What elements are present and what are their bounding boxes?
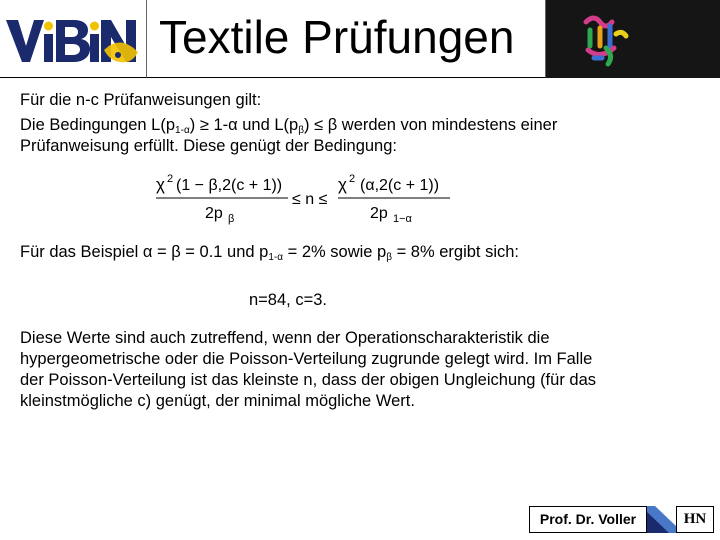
inequality-formula [150,168,460,230]
formula-left-den: 2p [205,205,223,222]
multicolor-emblem-icon [546,0,720,78]
formula-middle: ≤ n ≤ [292,191,328,208]
formula-left-chi: χ [156,175,165,194]
header-graphic-panel [546,0,720,78]
explanation-paragraph: Diese Werte sind auch zutreffend, wenn der Operationscharakteristik die hypergeometrische oder die Poisson-Verteilung zugrunde gelegt wird. Im Falle der Poisson-Verteilung ist das kleinste n, dass der obigen Ungleichung (für das kleinstmögliche c) genügt, der minimal mögliche Wert. [20,329,597,410]
formula-right-den-sub: 1−α [393,213,412,225]
formula-right-power: 2 [349,173,356,185]
formula-left-power: 2 [167,173,174,185]
hn-emblem-icon [647,506,676,533]
author-label: Prof. Dr. Voller [529,506,647,533]
formula-right-args: (α,2(c + 1)) [360,177,440,194]
example-text-b: = 2% sowie p [283,243,387,261]
formula-right-chi: χ [338,175,347,194]
example-text-c: = 8% ergibt sich: [391,243,520,261]
condition-text-a: Die Bedingungen L(p [20,116,176,134]
condition-line-2: Prüfanweisung erfüllt. Diese genügt der Bedingung: [20,137,397,155]
formula-left-args: (1 − β,2(c + 1)) [176,177,283,194]
formula-right-den: 2p [370,205,388,222]
example-line [20,242,519,268]
example-text-a: Für das Beispiel α = β = 0.1 und p [20,243,269,261]
example-sub-2: β [386,252,392,263]
page-title: Textile Prüfungen [159,11,515,63]
example-sub-1: 1-α [268,252,284,263]
title-box [146,0,546,78]
formula-left-den-sub: β [228,213,235,225]
header [0,0,720,78]
condition-text-c: ) ≤ β werden von mindestens einer [303,116,558,134]
hn-label: HN [676,506,714,533]
result-line: n=84, c=3. [249,291,327,309]
condition-text-b: ) ≥ 1-α und L(p [189,116,299,134]
condition-sub-1: 1-α [175,125,190,136]
intro-line: Für die n-c Prüfanweisungen gilt: [20,91,262,109]
vibinet-logo [0,0,146,78]
vibinet-logo-graphic [0,0,146,78]
header-divider [0,77,146,78]
condition-sub-2: β [298,125,304,136]
